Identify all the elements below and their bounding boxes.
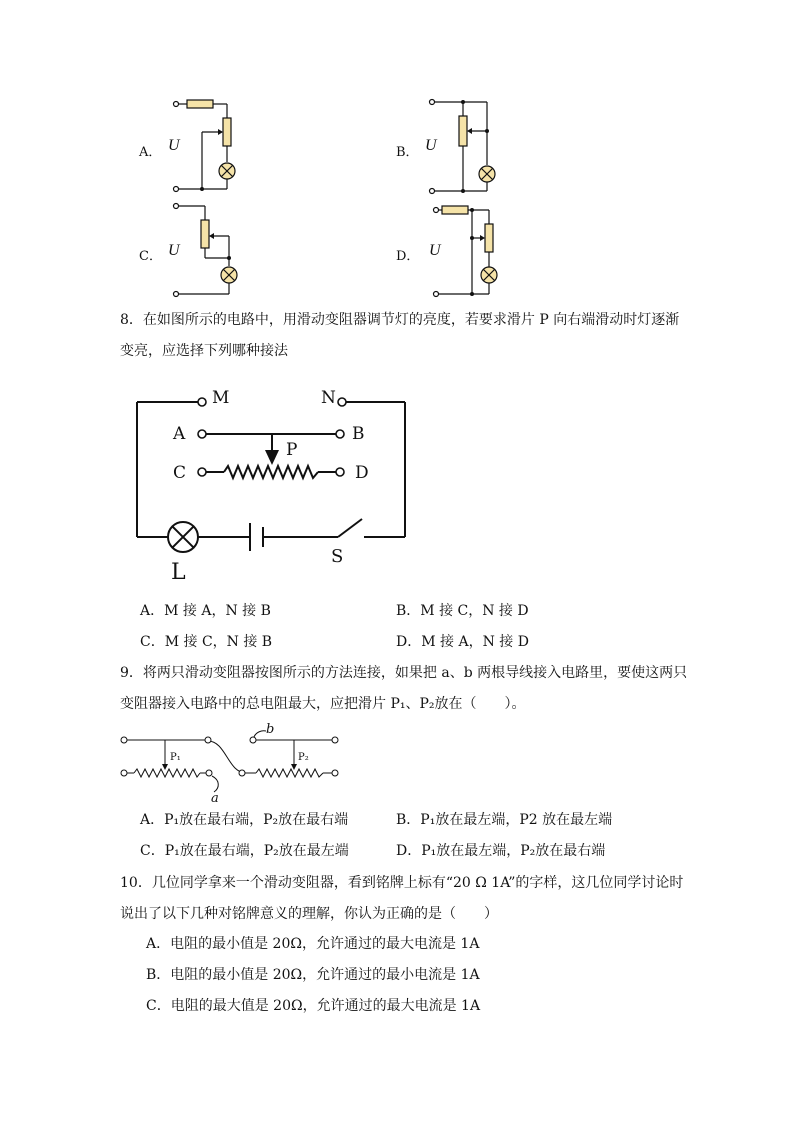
q9-option-a: A．P₁放在最右端，P₂放在最右端 [140,812,349,828]
q10-option-b: B．电阻的最小值是 20Ω，允许通过的最小电流是 1A [146,967,480,983]
q9-stem-line1: 9．将两只滑动变阻器按图所示的方法连接，如果把 a、b 两根导线接入电路里，要使这两只 [120,665,688,681]
q7-option-b-letter: B． [396,145,419,160]
q9-label-b: b [266,722,275,737]
q8-label-m: M [212,388,230,408]
q10-option-c: C．电阻的最大值是 20Ω，允许通过的最大电流是 1A [146,998,481,1014]
q9-option-d: D．P₁放在最左端，P₂放在最右端 [396,843,606,859]
q8-option-b: B．M 接 C，N 接 D [396,603,529,619]
q9-option-b: B．P₁放在最左端，P2 放在最左端 [396,812,613,828]
q7-option-d-letter: D． [396,249,420,264]
q8-label-p: P [286,440,298,460]
q8-label-n: N [321,388,336,408]
q7-option-d-voltage: U [429,242,441,259]
q9-option-c: C．P₁放在最右端，P₂放在最左端 [140,843,349,859]
q9-stem-line2: 变阻器接入电路中的总电阻最大，应把滑片 P₁、P₂放在（ ）。 [120,696,526,712]
q8-stem-line2: 变亮，应选择下列哪种接法 [120,343,288,359]
q8-label-b: B [352,424,365,444]
q8-label-d: D [355,463,369,483]
q8-option-d: D．M 接 A，N 接 D [396,634,529,650]
q8-option-c: C．M 接 C，N 接 B [140,634,273,650]
q7-option-c-voltage: U [168,242,180,259]
q7-option-a-voltage: U [168,137,180,154]
q7-option-b-voltage: U [425,137,437,154]
q8-stem-line1: 8．在如图所示的电路中，用滑动变阻器调节灯的亮度，若要求滑片 P 向右端滑动时灯逐渐 [120,312,680,328]
q7-option-c-letter: C． [139,249,162,264]
q9-label-p1: P₁ [170,752,181,763]
q8-label-c: C [173,463,187,483]
q9-label-p2: P₂ [298,752,309,763]
q9-label-a: a [211,791,219,806]
q8-label-l: L [171,560,186,585]
q10-stem-line2: 说出了以下几种对铭牌意义的理解，你认为正确的是（ ） [120,906,498,922]
q7-option-a-letter: A． [139,145,162,160]
q10-option-a: A．电阻的最小值是 20Ω，允许通过的最大电流是 1A [146,936,480,952]
q10-stem-line1: 10．几位同学拿来一个滑动变阻器，看到铭牌上标有“20 Ω 1A”的字样，这几位同学讨论时 [120,875,684,891]
q8-option-a: A．M 接 A，N 接 B [140,603,271,619]
q8-label-s: S [331,546,344,567]
q8-label-a: A [173,424,186,444]
